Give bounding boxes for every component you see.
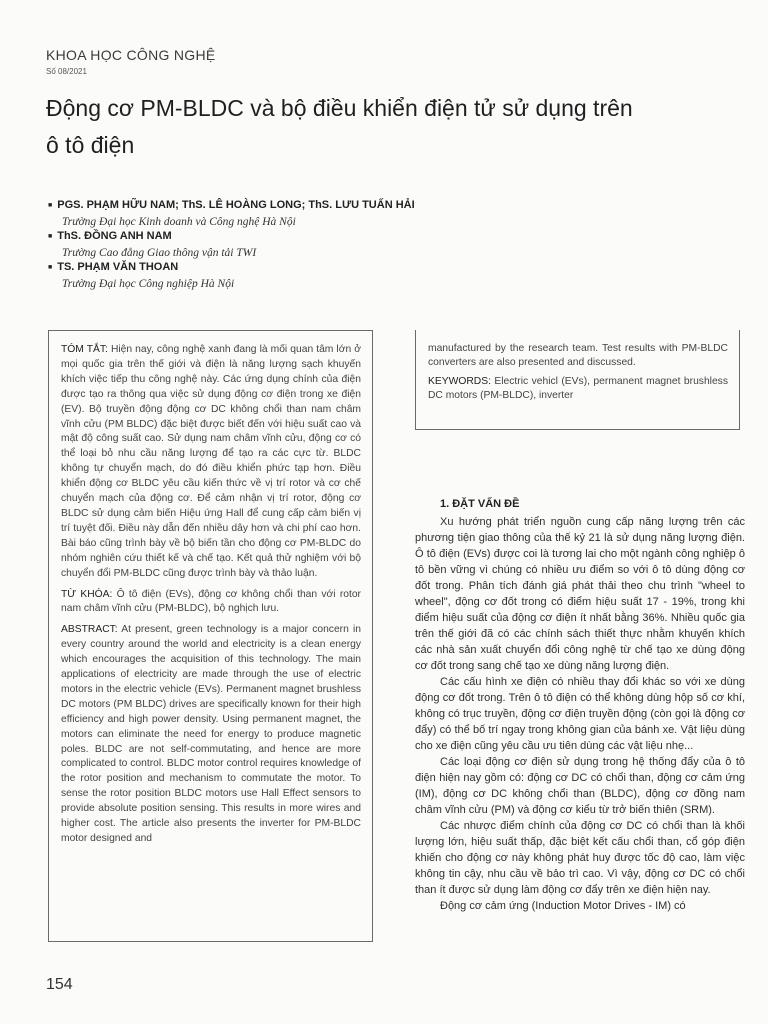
author-affiliation: Trường Đại học Kinh doanh và Công nghệ Hà Nội xyxy=(62,215,296,228)
page-number: 154 xyxy=(46,976,73,993)
section-heading: 1. ĐẶT VẤN ĐỀ xyxy=(440,498,520,510)
abstract-text: At present, green technology is a major concern in every country around the world and electricity is a clean energy which encourages the acquisition of this technology. The main applications of electricity are made through the use of electric motors in the electric vehicle (EVs). Permanent magnet brushless DC motors (PM BLDC) drives are specifically known for their high efficiency and high power density. Using permanent magnet, the motors can eliminate the need for energy to produce magnetic poles. BLDC are not self-commutating, and hence are more complicated to control. BLDC motor control requires knowledge of the rotor position and mechanism to commutate the motor. To sense the rotor position BLDC motors use Hall Effect sensors to provide absolute position sensing. This results in more wires and higher cost. The article also presents the inverter for PM-BLDC motor designed and xyxy=(61,624,361,844)
body-paragraph: Các loại động cơ điện sử dụng trong hệ thống đẩy của ô tô điện hiện nay gồm có: động cơ DC có chổi than, động cơ cảm ứng (IM), động cơ DC không chổi than (BLDC), động cơ đồng nam châm vĩnh cửu (PM) và động cơ kiểu từ trở biến thiên (SRM). xyxy=(415,756,745,816)
body-paragraph: Xu hướng phát triển nguồn cung cấp năng lượng trên các phương tiện giao thông của thế kỷ 21 là sử dụng năng lượng điện. Ô tô điện (EVs) được coi là tương lai cho một ngành công nghiệp ô tô bền vững vì chúng có nhiều ưu điểm so với ô tô dùng động cơ đốt trong. Phân tích đánh giá phát thải theo chu trình "wheel to wheel", động cơ đốt trong có điểm hiệu suất 17 - 19%, trong khi điểm hiệu suất của động cơ điện ít nhất bằng 36%. Nhiều quốc gia trên thế giới đã có các chính sách thiết thực nhằm khuyến khích các nhà sản xuất chuyển đổi công nghệ từ chế tạo xe dùng động cơ đốt trong sang chế tạo xe dùng năng lượng điện. xyxy=(415,516,745,672)
author-names: ■ TS. PHẠM VĂN THOAN xyxy=(48,260,508,277)
abstract-label: ABSTRACT: xyxy=(61,624,118,636)
summary-box xyxy=(48,330,373,942)
keywords-vi-label: TỪ KHÓA: xyxy=(61,588,113,600)
author-group-3 xyxy=(48,260,508,291)
summary-vi xyxy=(61,343,361,582)
author-affiliation: Trường Cao đẳng Giao thông vận tải TWI xyxy=(62,246,257,259)
keywords-en-text: Electric vehicl (EVs), permanent magnet brushless DC motors (PM-BLDC), inverter xyxy=(428,376,728,401)
section-label: KHOA HỌC CÔNG NGHỆ xyxy=(46,47,216,63)
author-affiliation: Trường Đại học Công nghiệp Hà Nội xyxy=(62,277,235,290)
body-column xyxy=(415,496,745,966)
author-names: ■ ThS. ĐỒNG ANH NAM xyxy=(48,229,508,246)
author-group-2 xyxy=(48,229,508,260)
abstract-en xyxy=(61,623,361,847)
article-title: Động cơ PM-BLDC và bộ điều khiển điện tử sử dụng trên ô tô điện xyxy=(46,95,633,158)
keywords-en xyxy=(428,375,728,402)
summary-label: TÓM TẮT: xyxy=(61,344,108,355)
keywords-vi-text: Ô tô điện (EVs), động cơ không chổi than với rotor nam châm vĩnh cửu (PM-BLDC), bộ nghịch lưu. xyxy=(61,588,361,615)
author-group-1 xyxy=(48,198,508,229)
keywords-en-label: KEYWORDS: xyxy=(428,376,491,387)
abstract-continuation-box xyxy=(415,330,740,430)
keywords-vi xyxy=(61,588,361,618)
summary-text: Hiện nay, công nghệ xanh đang là mối quan tâm lớn ở mọi quốc gia trên thế giới và điện là năng lượng sạch khuyến khích việc tiếp thu công nghệ này. Các ứng dụng chính của điện được tạo ra thông qua việc sử dụng động cơ điện trong xe điện (EV). Bộ truyền động động cơ DC không chổi than nam châm vĩnh cửu (PM BLDC) đặc biệt được biết đến với hiệu suất cao và mật độ công suất cao. Sử dụng nam châm vĩnh cửu, động cơ có thể loại bỏ nhu cầu năng lượng để tạo ra các cực từ. BLDC không tự chuyển mạch, do đó điều khiển phức tạp hơn. Điều khiển động cơ BLDC yêu cầu kiến thức về vị trí rotor và cơ chế chuyển mạch của động cơ. Để cảm nhận vị trí rotor, động cơ BLDC sử dụng cảm biến Hiệu ứng Hall để cung cấp cảm biến vị trí tuyệt đối. Điều này dẫn đến nhiều dây hơn và chi phí cao hơn. Bài báo cũng trình bày về bộ biến tần cho động cơ PM-BLDC do nhóm nghiên cứu thiết kế và chế tạo. Kết quả thử nghiệm với bộ chuyển đổi PM-BLDC cũng được trình bày và thảo luận. xyxy=(61,344,361,579)
body-paragraph: Động cơ cảm ứng (Induction Motor Drives - IM) có xyxy=(440,900,686,912)
author-list xyxy=(48,198,508,291)
abstract-continued-text: manufactured by the research team. Test results with PM-BLDC converters are also presented and discussed. xyxy=(428,343,728,368)
author-names: ■ PGS. PHẠM HỮU NAM; ThS. LÊ HOÀNG LONG; ThS. LƯU TUẤN HẢI xyxy=(48,198,508,215)
body-paragraph: Các cấu hình xe điện có nhiều thay đổi khác so với xe dùng động cơ đốt trong. Trên ô tô điện có thể không dùng hộp số cơ khí, không có trục truyền, động cơ điện truyền động (còn gọi là động cơ đẩy) có thể bố trí ngay trong không gian của bánh xe. Vật liệu dùng cho xe điện cũng yêu cầu ưu tiên dùng các vật liệu nhẹ... xyxy=(415,676,745,752)
body-paragraph: Các nhược điểm chính của động cơ DC có chổi than là khối lượng lớn, hiệu suất thấp, đặc biệt kết cấu chổi than, cổ góp điện khiến cho động cơ này không phát huy được tốc độ cao, làm việc không tin cậy, nhu cầu về bảo trì cao. Vì vậy, động cơ DC có chổi than ít được sử dụng làm động cơ đẩy trên xe điện hiện nay. xyxy=(415,820,745,896)
issue-number: Số 08/2021 xyxy=(46,67,87,76)
